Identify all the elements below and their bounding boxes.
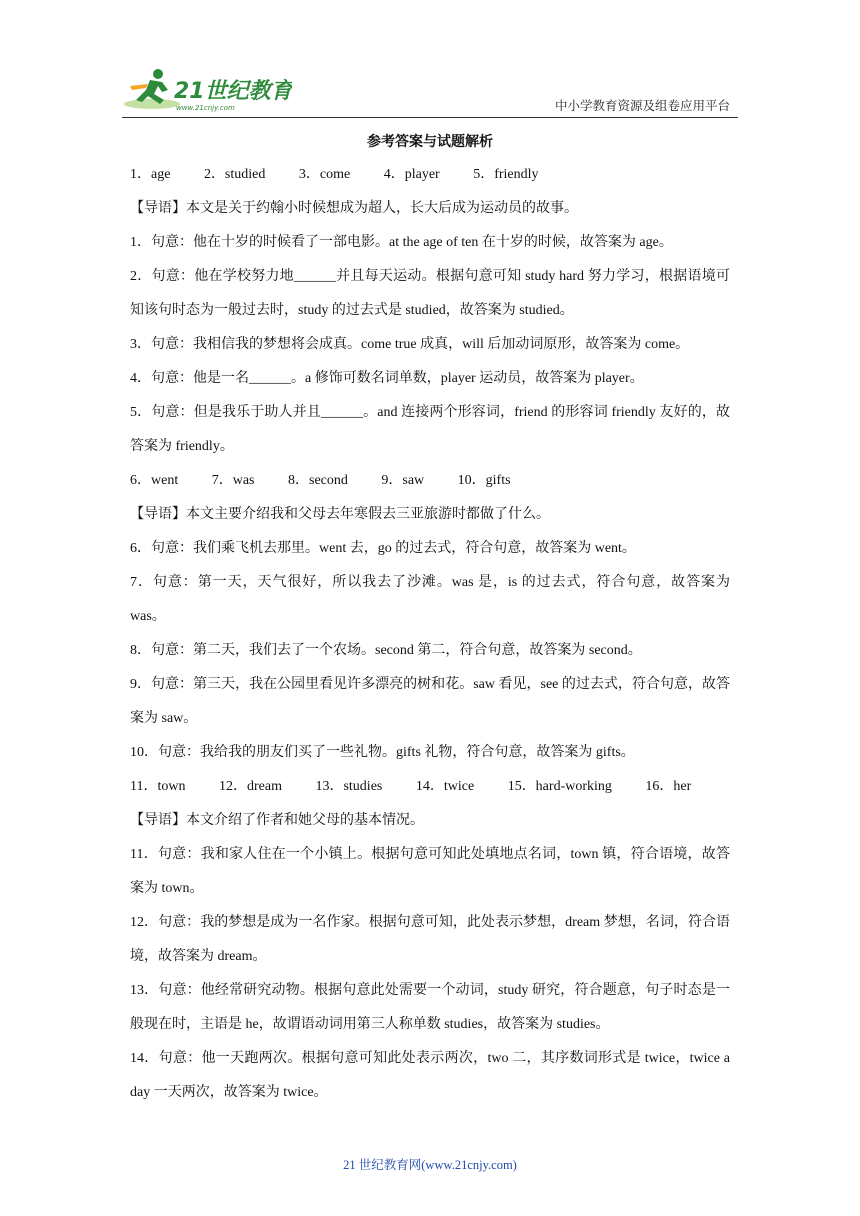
logo-url: www.21cnjy.com	[176, 104, 235, 112]
answer-item: 2．studied	[203, 167, 266, 182]
explanation: 4．句意：他是一名______。a 修饰可数名词单数，player 运动员，故答案为 player。	[130, 371, 644, 386]
explanation: 3．句意：我相信我的梦想将会成真。come true 成真，will 后加动词原形，故答案为 come。	[130, 337, 690, 352]
intro-text: 【导语】本文主要介绍我和父母去年寒假去三亚旅游时都做了什么。	[130, 507, 550, 522]
header-divider	[122, 117, 738, 118]
explanation: 1．句意：他在十岁的时候看了一部电影。at the age of ten 在十岁的时候，故答案为 age。	[130, 235, 673, 250]
explanation: 8．句意：第二天，我们去了一个农场。second 第二，符合句意，故答案为 second。	[130, 643, 642, 658]
runner-logo-icon	[122, 66, 292, 116]
logo-text: 21世纪教育	[174, 79, 292, 104]
page-title: 参考答案与试题解析	[367, 135, 493, 150]
explanation: 10．句意：我给我的朋友们买了一些礼物。gifts 礼物，符合句意，故答案为 gifts。	[130, 745, 635, 760]
answer-item: 15．hard-working	[507, 779, 612, 794]
answer-item: 1．age	[130, 167, 171, 182]
answer-item: 12．dream	[218, 779, 282, 794]
explanation: 9．句意：第三天，我在公园里看见许多漂亮的树和花。saw 看见，see 的过去式，符合句意，故答案为 saw。	[130, 677, 730, 726]
explanation: 2．句意：他在学校努力地______并且每天运动。根据句意可知 study hard 努力学习，根据语境可知该句时态为一般过去时，study 的过去式是 studied，故答案为 studied。	[130, 269, 730, 318]
answer-item: 8．second	[288, 473, 348, 488]
footer-link[interactable]: 21 世纪教育网(www.21cnjy.com)	[343, 1158, 517, 1172]
answer-item: 3．come	[298, 167, 351, 182]
explanation: 13．句意：他经常研究动物。根据句意此处需要一个动词，study 研究，符合题意，句子时态是一般现在时，主语是 he，故谓语动词用第三人称单数 studies，故答案为 studies。	[130, 983, 730, 1032]
explanation: 12．句意：我的梦想是成为一名作家。根据句意可知，此处表示梦想，dream 梦想，名词，符合语境，故答案为 dream。	[130, 915, 730, 964]
answer-item: 10．gifts	[457, 473, 511, 488]
intro-text: 【导语】本文介绍了作者和她父母的基本情况。	[130, 813, 424, 828]
answer-item: 11．town	[130, 779, 186, 794]
explanation: 14．句意：他一天跑两次。根据句意可知此处表示两次，two 二，其序数词形式是 twice，twice a day 一天两次，故答案为 twice。	[130, 1051, 730, 1100]
page-header	[0, 0, 860, 120]
explanation: 6．句意：我们乘飞机去那里。went 去，go 的过去式，符合句意，故答案为 went。	[130, 541, 636, 556]
answer-row-2	[130, 464, 730, 498]
answer-item: 6．went	[130, 473, 179, 488]
explanation: 5．句意：但是我乐于助人并且______。and 连接两个形容词，friend 的形容词 friendly 友好的，故答案为 friendly。	[130, 405, 730, 454]
answer-item: 7．was	[211, 473, 255, 488]
site-logo[interactable]	[122, 66, 292, 116]
answer-row-3	[130, 770, 730, 804]
answer-item: 5．friendly	[473, 167, 539, 182]
explanation: 11．句意：我和家人住在一个小镇上。根据句意可知此处填地点名词，town 镇，符合语境，故答案为 town。	[130, 847, 730, 896]
platform-slogan: 中小学教育资源及组卷应用平台	[554, 98, 730, 113]
intro-text: 【导语】本文是关于约翰小时候想成为超人，长大后成为运动员的故事。	[130, 201, 578, 216]
answer-item: 14．twice	[415, 779, 475, 794]
answer-row-1	[130, 158, 730, 192]
explanation: 7．句意：第一天，天气很好，所以我去了沙滩。was 是，is 的过去式，符合句意，故答案为 was。	[130, 575, 730, 624]
answer-item: 4．player	[383, 167, 440, 182]
answer-content	[130, 132, 730, 1110]
answer-item: 13．studies	[315, 779, 383, 794]
answer-item: 16．her	[645, 779, 692, 794]
answer-item: 9．saw	[381, 473, 425, 488]
